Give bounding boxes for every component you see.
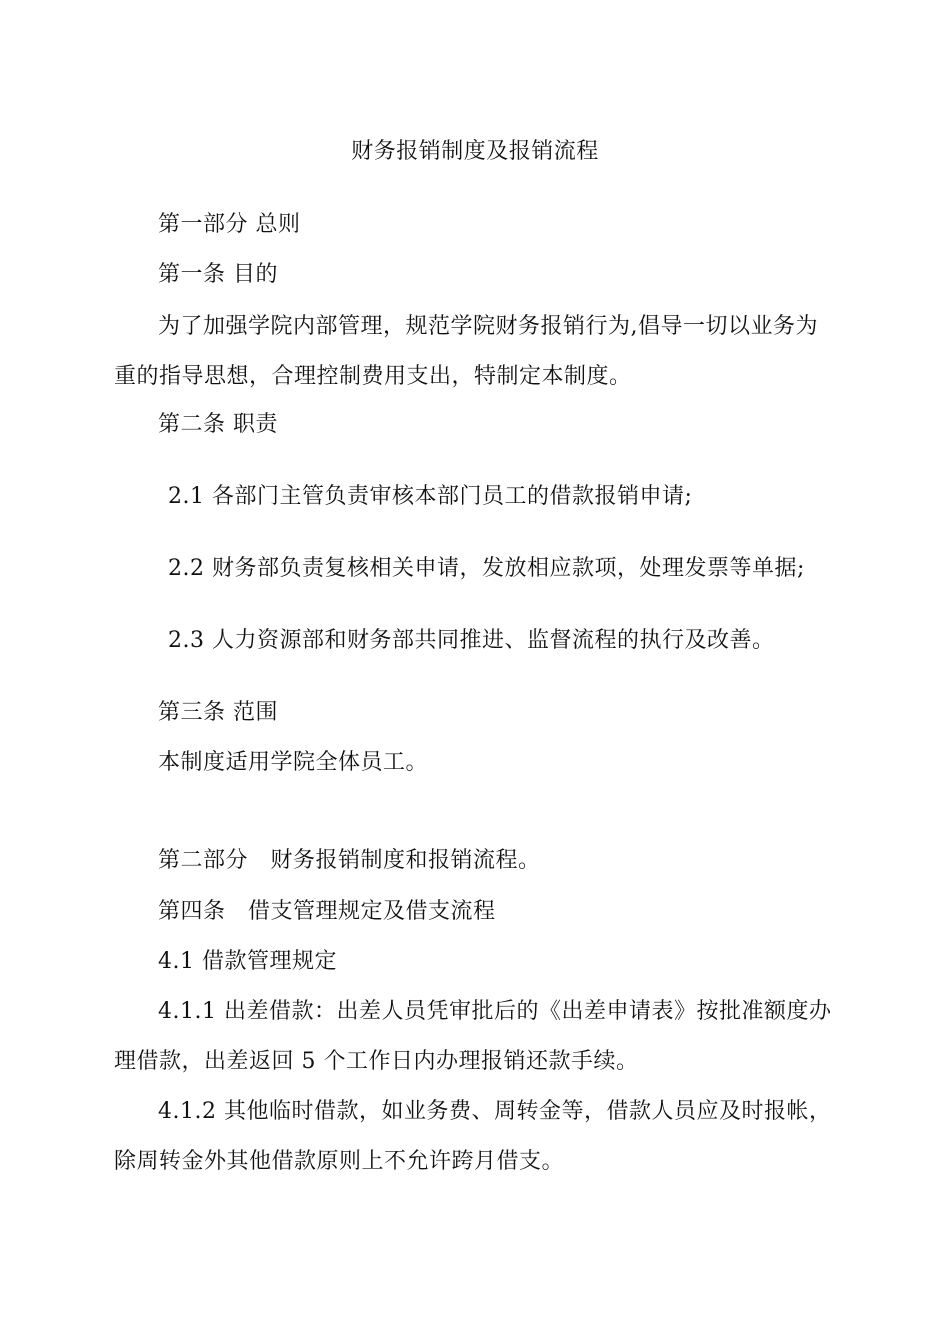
- article4-heading: 第四条 借支管理规定及借支流程: [158, 899, 496, 924]
- item-4-1-2-line2: 除周转金外其他借款原则上不允许跨月借支。: [114, 1149, 565, 1174]
- article3-heading: 第三条 范围: [158, 700, 278, 725]
- item-4-1-1-line2: 理借款，出差返回 5 个工作日内办理报销还款手续。: [114, 1049, 639, 1074]
- document-title: 财务报销制度及报销流程: [351, 139, 599, 164]
- duty-2-1: 2.1 各部门主管负责审核本部门员工的借款报销申请;: [168, 484, 693, 509]
- article2-heading: 第二条 职责: [158, 412, 278, 437]
- duty-2-3: 2.3 人力资源部和财务部共同推进、监督流程的执行及改善。: [168, 628, 775, 653]
- item-4-1-1-line1: 4.1.1 出差借款：出差人员凭审批后的《出差申请表》按批准额度办: [158, 999, 832, 1024]
- item-4-1-2-line1: 4.1.2 其他临时借款，如业务费、周转金等，借款人员应及时报帐，: [158, 1099, 832, 1124]
- article3-text: 本制度适用学院全体员工。: [158, 750, 429, 775]
- section-4-1: 4.1 借款管理规定: [158, 949, 337, 974]
- part2-heading: 第二部分 财务报销制度和报销流程。: [158, 848, 541, 873]
- article1-heading: 第一条 目的: [158, 262, 278, 287]
- duty-2-2: 2.2 财务部负责复核相关申请，发放相应款项，处理发票等单据;: [168, 556, 805, 581]
- part1-heading: 第一部分 总则: [158, 212, 301, 237]
- article1-text-line1: 为了加强学院内部管理，规范学院财务报销行为,倡导一切以业务为: [158, 314, 818, 339]
- article1-text-line2: 重的指导思想，合理控制费用支出，特制定本制度。: [114, 364, 632, 389]
